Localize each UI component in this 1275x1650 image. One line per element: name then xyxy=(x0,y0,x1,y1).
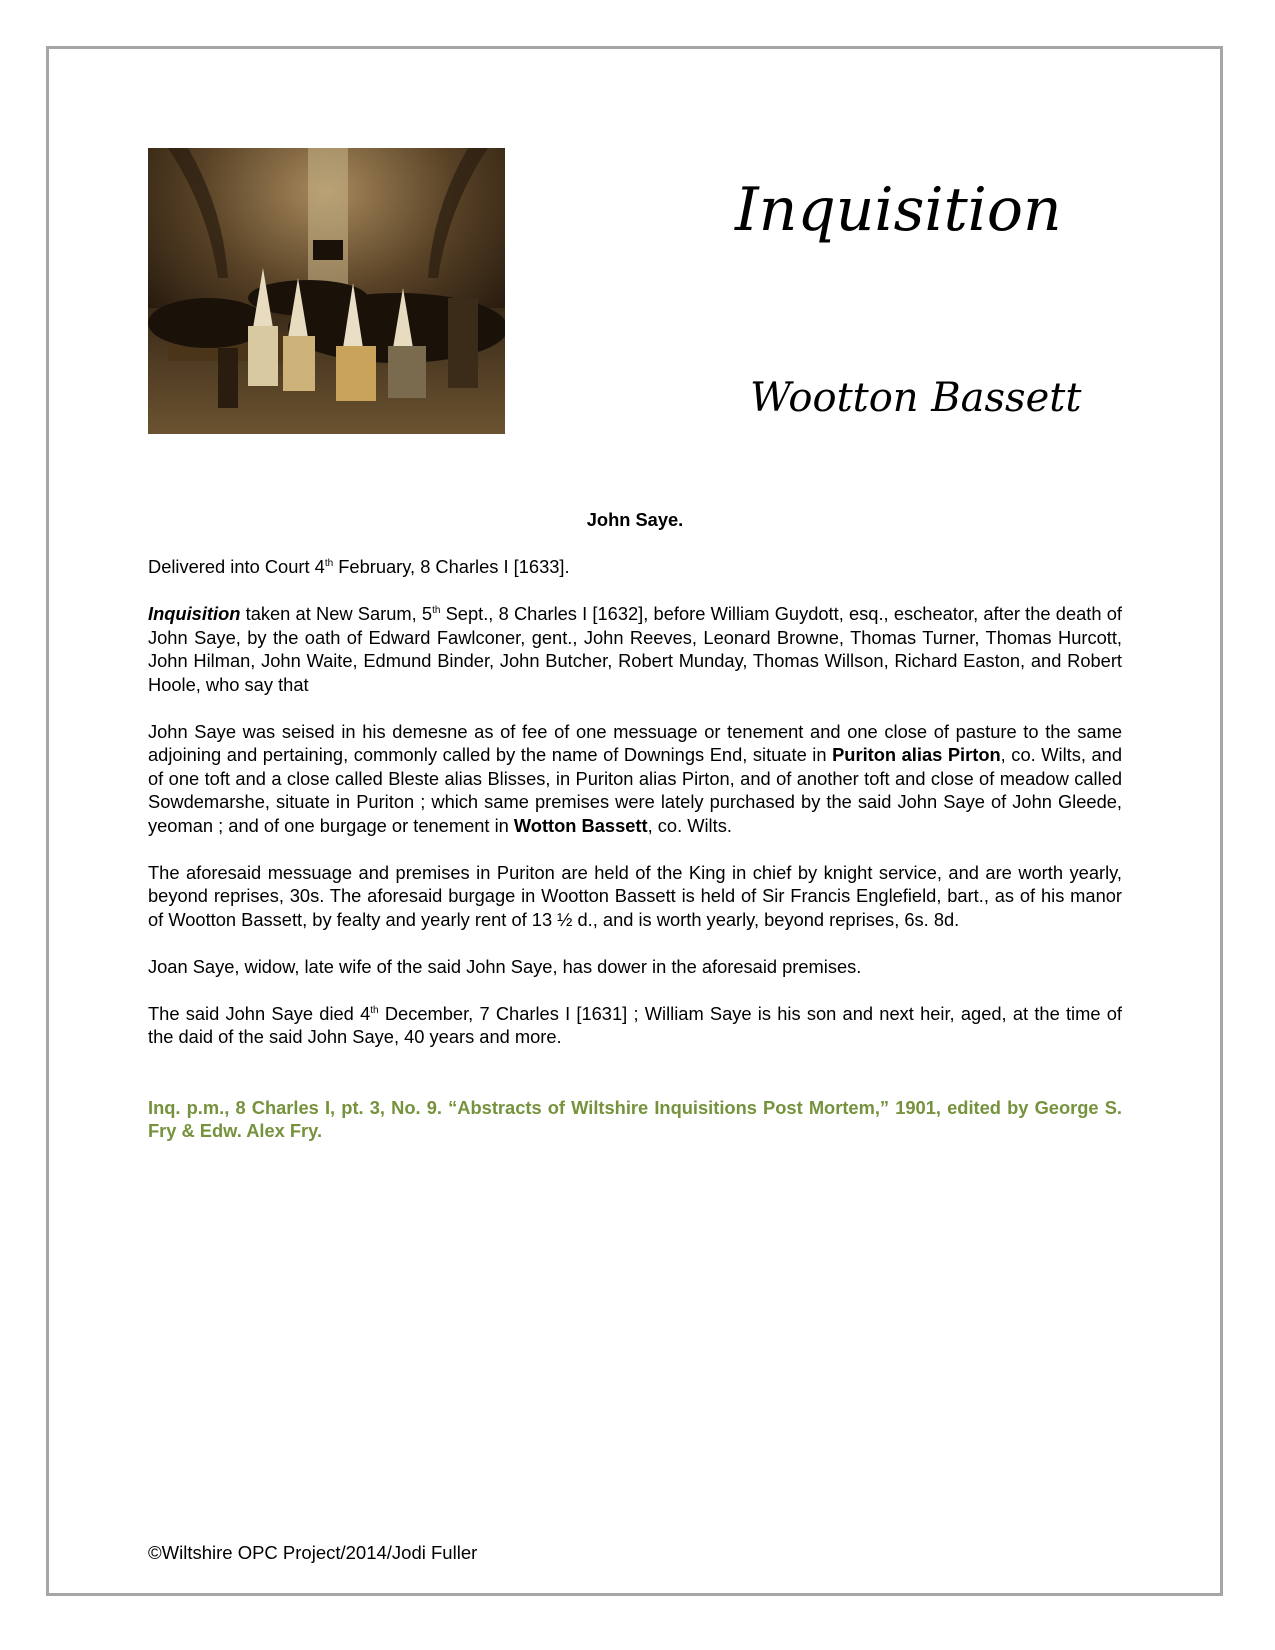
page-subtitle: Wootton Bassett xyxy=(750,375,1082,421)
paragraph-dower: Joan Saye, widow, late wife of the said John Saye, has dower in the aforesaid premises. xyxy=(148,955,862,977)
document-body xyxy=(148,508,1122,1166)
copyright-footer: ©Wiltshire OPC Project/2014/Jodi Fuller xyxy=(148,1542,478,1563)
paragraph-tenure: The aforesaid messuage and premises in Puriton are held of the King in chief by knight service, and are worth yearly, beyond reprises, 30s. The aforesaid burgage in Wootton Bassett is held of Sir Francis Englefield, bart., as of his manor of Wootton Bassett, by fealty and yearly rent of 13 ½ d., and is worth yearly, beyond reprises, 6s. 8d. xyxy=(148,861,1122,930)
delivered-line: Delivered into Court 4th February, 8 Charles I [1633]. xyxy=(148,556,570,577)
source-citation: Inq. p.m., 8 Charles I, pt. 3, No. 9. “Abstracts of Wiltshire Inquisitions Post Mortem,” 1901, edited by George S. Fry & Edw. Alex Fry. xyxy=(148,1096,1122,1141)
name-heading: John Saye. xyxy=(586,509,684,530)
paragraph-seisin: John Saye was seised in his demesne as of fee of one messuage or tenement and one close of pasture to the same adjoining and pertaining, commonly called by the name of Downings End, situate in Puriton alias Pirton, co. Wilts, and of one toft and a close called Bleste alias Blisses, in Puriton alias Pirton, and of another toft and close of meadow called Sowdemarshe, situate in Puriton ; which same premises were lately purchased by the said John Saye of John Gleede, yeoman ; and of one burgage or tenement in Wotton Bassett, co. Wilts. xyxy=(148,720,1122,836)
page-title: Inquisition xyxy=(735,175,1062,245)
paragraph-inquisition: Inquisition taken at New Sarum, 5th Sept., 8 Charles I [1632], before William Guydott, esq., escheator, after the death of John Saye, by the oath of Edward Fawlconer, gent., John Reeves, Leonard Browne, Thomas Turner, Thomas Hurcott, John Hilman, John Waite, Edmund Binder, John Butcher, Robert Munday, Thomas Willson, Richard Easton, and Robert Hoole, who say that xyxy=(148,603,1122,695)
inquisition-painting xyxy=(148,148,505,434)
paragraph-death: The said John Saye died 4th December, 7 Charles I [1631] ; William Saye is his son and next heir, aged, at the time of the daid of the said John Saye, 40 years and more. xyxy=(148,1002,1122,1047)
